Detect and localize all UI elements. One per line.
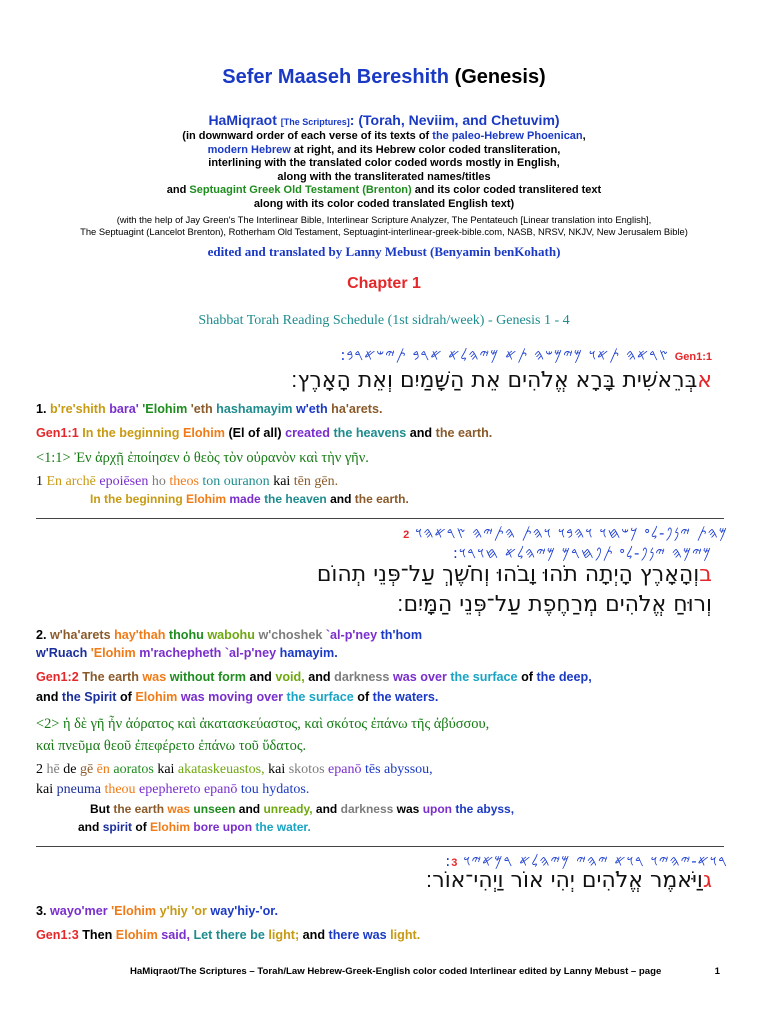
sources-line-1: (with the help of Jay Green's The Interlinear Bible, Interlinear Scripture Analyzer, The Pentateuch [Linear translation into English], xyxy=(116,214,652,225)
subtitle-rest: : (Torah, Neviim, and Chetuvim) xyxy=(349,112,560,128)
greek-english-line xyxy=(78,820,738,834)
desc-line-6: along with its color coded translated English text) xyxy=(253,197,515,210)
gen-word: But xyxy=(90,802,110,816)
tr-word: 'Elohim xyxy=(142,402,188,416)
sources-block xyxy=(0,214,768,238)
en-word: the heavens xyxy=(333,426,407,440)
paleo-text: :𐤓𐤅𐤀-𐤉𐤄𐤉𐤅 𐤓𐤅𐤀 𐤉𐤄𐤉 𐤌𐤉𐤄𐤋𐤀 𐤓𐤌𐤀𐤉𐤅 xyxy=(445,852,728,870)
transliteration-line xyxy=(36,646,738,660)
en-word: and xyxy=(409,426,433,440)
paleo-hebrew-line xyxy=(403,524,728,542)
tr-word: w'ha'arets xyxy=(50,628,111,642)
en-word: In the beginning xyxy=(82,426,180,440)
en-word: and xyxy=(302,928,326,942)
gtr-word: kai xyxy=(36,782,54,797)
gtr-word: theou xyxy=(104,782,136,797)
tr-word: hay'thah xyxy=(114,628,166,642)
tr-word: thohu xyxy=(168,628,204,642)
tr-word: w'Ruach xyxy=(36,646,88,660)
desc-1c: , xyxy=(582,130,586,142)
tr-word: ha'arets. xyxy=(331,402,383,416)
gtr-word: abyssou, xyxy=(384,762,433,777)
english-label: Gen1:2 xyxy=(36,670,79,684)
gtr-word: kai xyxy=(273,474,291,489)
gtr-word: hē xyxy=(46,762,60,777)
modern-hebrew-line xyxy=(317,562,712,587)
en-word: the earth. xyxy=(435,426,493,440)
subtitle xyxy=(0,112,768,128)
greek-transliteration-line xyxy=(36,762,738,778)
gtr-word: kai xyxy=(157,762,175,777)
en-word: was moving xyxy=(180,690,253,704)
hebrew-text: בְּרֵאשִׁית בָּרָא אֱלֹהִים אֵת הַשָּׁמַיִם וְאֵת הָאָרֶץ׃ xyxy=(290,368,698,393)
en-word: Elohim xyxy=(182,426,225,440)
en-word: (El of all) xyxy=(228,426,282,440)
en-word: the surface xyxy=(450,670,518,684)
modern-hebrew-line: וְרוּחַ אֱלֹהִים מְרַחֶפֶת עַל־פְּנֵי הַמָּיִם׃ xyxy=(396,592,712,617)
en-word: Elohim xyxy=(115,928,158,942)
tr-word: y'hiy xyxy=(159,904,188,918)
en-word: the deep, xyxy=(536,670,592,684)
tr-word: bara' xyxy=(109,402,139,416)
tr-word: 'eth xyxy=(190,402,213,416)
tr-word: w'eth xyxy=(295,402,328,416)
en-word: of xyxy=(521,670,533,684)
greek-line: καὶ πνεῦμα θεοῦ ἐπεφέρετο ἐπάνω τοῦ ὕδατος. xyxy=(36,738,307,754)
title-genesis: (Genesis) xyxy=(454,66,546,88)
gtr-word: epoiēsen xyxy=(99,474,149,489)
verse-divider xyxy=(36,846,724,847)
modern-hebrew-line xyxy=(426,868,712,893)
en-word: was xyxy=(392,670,417,684)
verse-number: 2. xyxy=(36,628,47,642)
greek-line: <2> ἡ δὲ γῆ ἦν ἀόρατος καὶ ἀκατασκεύαστος, καὶ σκότος ἐπάνω τῆς ἀβύσσου, xyxy=(36,716,490,732)
gtr-word: ho xyxy=(151,474,166,489)
gtr-word: ouranon xyxy=(223,474,270,489)
verse-ref: Gen1:1 xyxy=(674,351,712,363)
verse-number: 1. xyxy=(36,402,47,416)
gen-word: the heaven xyxy=(264,492,327,506)
gtr-word: epanō xyxy=(328,762,362,777)
gen-word: of xyxy=(135,820,147,834)
gtr-word: En archē xyxy=(46,474,96,489)
en-word: the surface xyxy=(286,690,354,704)
description-block xyxy=(0,130,768,212)
paleo-hebrew-line xyxy=(340,346,712,364)
desc-5b: Septuagint Greek Old Testament (Brenton) xyxy=(189,184,412,197)
gen-word: upon xyxy=(422,802,453,816)
en-word: there was xyxy=(328,928,387,942)
gtr-word: tēs xyxy=(364,762,381,777)
gtr-word: de xyxy=(63,762,77,777)
chapter-heading: Chapter 1 xyxy=(347,275,421,292)
hebrew-text: וְהָאָרֶץ הָיְתָה תֹהוּ וָבֹהוּ וְחֹשֶׁךְ עַל־פְּנֵי תְהוֹם xyxy=(316,562,700,587)
reading-schedule: Shabbat Torah Reading Schedule (1st sidrah/week) - Genesis 1 - 4 xyxy=(198,313,570,328)
tr-word: 'Elohim xyxy=(90,646,136,660)
paleo-hebrew-line: :𐤌𐤉𐤌𐤄 𐤉𐤍𐤐-𐤋𐤏 𐤕𐤐𐤇𐤓𐤌 𐤌𐤉𐤄𐤋𐤀 𐤇𐤅𐤓𐤅 xyxy=(452,544,712,562)
en-word: light. xyxy=(390,928,421,942)
tr-word: 'or xyxy=(191,904,207,918)
en-word: said, xyxy=(161,928,190,942)
gtr-word: ēn xyxy=(96,762,110,777)
en-word: the Spirit xyxy=(61,690,117,704)
modern-hebrew-line xyxy=(291,368,712,393)
tr-word: 'Elohim xyxy=(111,904,157,918)
desc-2a: modern Hebrew xyxy=(207,143,291,156)
subtitle-hamiqraot: HaMiqraot xyxy=(208,112,277,128)
footer-text: HaMiqraot/The Scriptures – Torah/Law Hebrew-Greek-English color coded Interlinear edited by Lanny Mebust – page xyxy=(130,966,662,977)
desc-line-2 xyxy=(0,144,768,158)
gtr-word: gē xyxy=(79,762,94,777)
title-main: Sefer Maaseh Bereshith xyxy=(222,66,450,88)
hebrew-verse-number: ג xyxy=(702,868,712,893)
tr-word: wabohu xyxy=(207,628,255,642)
gen-word: unready, xyxy=(263,802,313,816)
gtr-word: ton xyxy=(202,474,221,489)
verse-divider xyxy=(36,518,724,519)
greek-transliteration-line xyxy=(36,782,738,798)
gen-word: spirit xyxy=(102,820,133,834)
gen-word: the abyss, xyxy=(455,802,515,816)
gtr-word: skotos xyxy=(288,762,325,777)
gen-word: darkness xyxy=(340,802,394,816)
tr-word: wayo'mer xyxy=(50,904,108,918)
tr-word: `al-p'ney xyxy=(224,646,277,660)
greek-transliteration-line xyxy=(36,474,738,490)
transliteration-line xyxy=(36,904,738,918)
english-line xyxy=(36,928,738,942)
en-word: was xyxy=(142,670,167,684)
desc-2b: at right, and its Hebrew color coded transliteration, xyxy=(290,143,561,156)
en-word: and xyxy=(36,690,59,704)
en-word: of xyxy=(357,690,370,704)
gtr-word: pneuma xyxy=(56,782,101,797)
gen-word: the earth xyxy=(113,802,165,816)
gen-word: the water. xyxy=(255,820,311,834)
gen-word: unseen xyxy=(193,802,236,816)
desc-line-1 xyxy=(0,130,768,144)
gen-word: Elohim xyxy=(186,492,227,506)
gen-word: and xyxy=(78,820,100,834)
gtr-word: kai xyxy=(268,762,286,777)
en-word: created xyxy=(285,426,330,440)
en-word: Elohim xyxy=(135,690,178,704)
en-word: and xyxy=(249,670,272,684)
transliteration-line xyxy=(36,628,738,642)
desc-line-3: interlining with the translated color coded words mostly in English, xyxy=(208,157,560,170)
paleo-text: 𐤌𐤄𐤕 𐤉𐤍𐤐-𐤋𐤏 𐤊𐤔𐤇𐤅 𐤅𐤄𐤁𐤅 𐤅𐤄𐤕 𐤄𐤕𐤉𐤄 𐤑𐤓𐤀𐤄𐤅 xyxy=(415,524,728,542)
en-word: over xyxy=(256,690,284,704)
greek-verse-number: 1 xyxy=(36,474,43,489)
en-word: void, xyxy=(275,670,305,684)
gen-word: was xyxy=(167,802,191,816)
english-label: Gen1:3 xyxy=(36,928,79,942)
desc-5c: and its color coded translitered text xyxy=(411,184,602,197)
tr-word: b're'shith xyxy=(50,402,106,416)
gen-word: and xyxy=(330,492,352,506)
en-word: and xyxy=(308,670,331,684)
hebrew-verse-number: א xyxy=(697,368,712,393)
english-label: Gen1:1 xyxy=(36,426,79,440)
gtr-word: epephereto xyxy=(139,782,201,797)
desc-line-5 xyxy=(0,184,768,198)
gen-word: Elohim xyxy=(150,820,191,834)
editor-credit: edited and translated by Lanny Mebust (Benyamin benKohath) xyxy=(207,244,561,259)
gen-word: and xyxy=(238,802,261,816)
en-word: Let there be xyxy=(193,928,265,942)
greek-english-line xyxy=(90,492,738,506)
verse-ref: 2 xyxy=(403,529,410,541)
subtitle-bracket: [The Scriptures] xyxy=(280,117,350,127)
greek-line: <1:1> Ἐν ἀρχῇ ἐποίησεν ὁ θεὸς τὸν οὐρανὸν καὶ τὴν γῆν. xyxy=(36,450,369,466)
tr-word: w'choshek xyxy=(258,628,323,642)
gen-word: bore upon xyxy=(193,820,253,834)
gtr-word: hydatos. xyxy=(262,782,310,797)
en-word: without form xyxy=(169,670,246,684)
transliteration-line xyxy=(36,402,738,416)
greek-verse-number: 2 xyxy=(36,762,43,777)
english-line xyxy=(36,690,738,704)
paleo-text: :𐤑𐤓𐤀𐤄 𐤕𐤀𐤅 𐤌𐤉𐤌𐤔𐤄 𐤕𐤀 𐤌𐤉𐤄𐤋𐤀 𐤀𐤓𐤁 𐤕𐤉𐤔𐤀𐤓𐤁 xyxy=(340,346,669,364)
desc-5a: and xyxy=(166,184,190,197)
en-word: light; xyxy=(268,928,300,942)
gen-word: the earth. xyxy=(354,492,409,506)
en-word: Then xyxy=(82,928,113,942)
hebrew-verse-number: ב xyxy=(699,562,712,587)
tr-word: hamayim. xyxy=(279,646,338,660)
gtr-word: theos xyxy=(169,474,199,489)
en-word: over xyxy=(420,670,447,684)
sources-line-2: The Septuagint (Lancelot Brenton), Rotherham Old Testament, Septuagint-interlinear-greek-bible.com, NASB, NRSV, NKJV, New Jerusalem Bible) xyxy=(80,226,688,237)
page-number: 1 xyxy=(714,966,720,977)
desc-1b: the paleo-Hebrew Phoenican xyxy=(432,130,583,142)
gen-word: and xyxy=(315,802,338,816)
gtr-word: gēn. xyxy=(314,474,339,489)
english-line xyxy=(36,670,738,684)
tr-word: th'hom xyxy=(380,628,423,642)
en-word: the waters. xyxy=(372,690,439,704)
tr-word: hashamayim xyxy=(216,402,293,416)
desc-line-4: along with the transliterated names/titles xyxy=(277,170,491,183)
gtr-word: aoratos xyxy=(113,762,154,777)
en-word: darkness xyxy=(334,670,390,684)
gtr-word: akataskeuastos, xyxy=(177,762,265,777)
english-line xyxy=(36,426,738,440)
gen-word: In the beginning xyxy=(90,492,183,506)
tr-word: way'hiy-'or. xyxy=(210,904,278,918)
en-word: of xyxy=(119,690,132,704)
verse-number: 3. xyxy=(36,904,47,918)
greek-english-line xyxy=(90,802,738,816)
gtr-word: epanō xyxy=(203,782,238,797)
desc-1a: (in downward order of each verse of its texts of xyxy=(182,130,433,142)
tr-word: m'rachepheth xyxy=(139,646,222,660)
tr-word: `al-p'ney xyxy=(325,628,378,642)
en-word: The earth xyxy=(82,670,139,684)
verse-ref: 3 xyxy=(451,857,458,869)
gtr-word: tou xyxy=(240,782,259,797)
hebrew-text: וַיֹּאמֶר אֱלֹהִים יְהִי אוֹר וַיְהִי־אוֹר׃ xyxy=(425,868,703,893)
gen-word: was xyxy=(396,802,420,816)
gen-word: made xyxy=(229,492,261,506)
document-title xyxy=(0,66,768,89)
gtr-word: tēn xyxy=(293,474,311,489)
